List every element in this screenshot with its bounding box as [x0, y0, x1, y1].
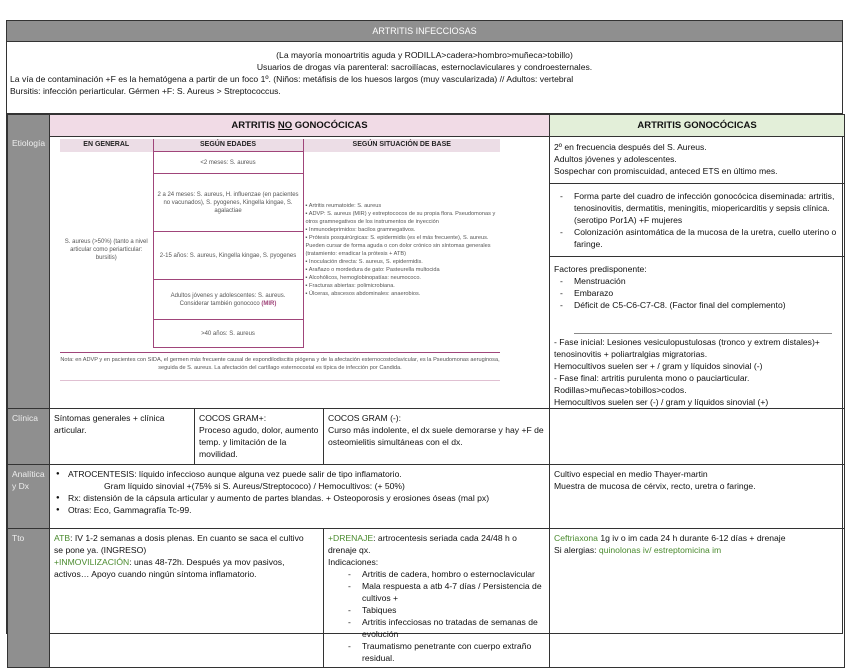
analitica-no-gono: ● ATROCENTESIS: líquido infeccioso aunque alguna vez puede salir de tipo inflamatorio. Gram líquido sinovial +(75% si S. Aureus/Streptococo) / Hemocultivos: (+ 50%) ● Rx: distensión de la cápsula articular y aumento de partes blandas. + Osteoporosis y erosiones óseas (mal px) ● Otras: Eco, Gammagrafía Tc-99. [50, 465, 550, 529]
indicaciones-list: - Artritis de cadera, hombro o esternoclavicular - Mala respuesta a atb 4-7 días / Persistencia de cultivos + - Tabiques - Artritis infecciosas no tratadas de semanas de evolución - Traumatismo penetrante con cuerpo extraño residual. [328, 568, 545, 664]
etiologia-no-gono [50, 137, 550, 409]
age-group: 2-15 años: S. aureus, Kingella kingae, S. pyogenes [153, 232, 303, 280]
analitica-gono: Cultivo especial en medio Thayer-martin Muestra de mucosa de cérvix, recto, uretra o faringe. [550, 465, 845, 529]
intro-line: Bursitis: infección periarticular. Gérmen +F: S. Aureus > Streptococcus. [10, 86, 281, 96]
intro-line: Usuarios de drogas vía parenteral: sacroilíacas, esternoclaviculares y condroesternales. [256, 62, 593, 72]
clinica-general: Síntomas generales + clínica articular. [50, 409, 195, 465]
tto-drenaje: +DRENAJE: artrocentesis seriada cada 24/48 h o drenaje qx. Indicaciones: - Artritis de cadera, hombro o esternoclavicular - Mala respuesta a atb 4-7 días / Persistencia de cultivos + - Tabiques - Artritis infecciosas no tratadas de semanas de evolución - Traumatismo penetrante con cuerpo extraño residual. [324, 529, 550, 668]
row-label-etiologia: Etiología [8, 115, 50, 409]
subtable-header: EN GENERAL [60, 139, 153, 152]
base-situation-list: ▪ Artritis reumatoide: S. aureus ▪ ADVP: S. aureus (MIR) y estreptococos de su propia flora. Pseudomonas y otros gramnegativos de los instrumentos de inyección ▪ Inmunodeprimidos: bacilos gramnegativos. ▪ Prótesis posquirúrgicas: S. epidermidis (es el más frecuente), S. aureus. Pueden cursar de forma aguda o con dolor crónico sin síntomas generales (tratamiento: erradicar la prótesis + ATB) ▪ Inoculación directa: S. aureus, S. epidermidis. ▪ Arañazo o mordedura de gato: Pasteurella multocida ▪ Alcohólicos, hemoglobinopatías: neumococo. ▪ Fracturas abiertas: polimicrobiana. ▪ Úlceras, abscesos abdominales: anaerobios. [303, 152, 500, 348]
etio-general: S. aureus (>50%) (tanto a nivel articular como periarticular: bursitis) [64, 238, 148, 261]
page-title: ARTRITIS INFECCIOSAS [7, 21, 842, 42]
etiology-note: Nota: en ADVP y en pacientes con SIDA, el germen más frecuente causal de espondilodiscitis piógena y de la afectación esternocostoclavicular, es la Pseudomonas aeruginosa, seguida de S. aureus. La afectación del cartílago esternocostal es típica de infección por Candida. [60, 352, 500, 381]
row-label-clinica: Clínica [8, 409, 50, 465]
subtable-header: SEGÚN SITUACIÓN DE BASE [303, 139, 500, 152]
age-group: <2 meses: S. aureus [153, 152, 303, 174]
gono-intro-line: 2º en frecuencia después del S. Aureus. [554, 142, 707, 152]
factors-list: - Menstruación - Embarazo - Déficit de C5-C6-C7-C8. (Factor final del complemento) [554, 275, 840, 333]
document-frame [6, 20, 843, 663]
gono-intro-line: Adultos jóvenes y adolescentes. [554, 154, 677, 164]
clinica-gram-pos: COCOS GRAM+: Proceso agudo, dolor, aumento temp. y limitación de la movilidad. [195, 409, 324, 465]
row-label-analitica: Analítica y Dx [8, 465, 50, 529]
factors-title: Factores predisponente: [554, 264, 647, 274]
header-no-gonococicas: ARTRITIS NO GONOCÓCICAS [50, 115, 550, 137]
main-table [7, 114, 845, 668]
gono-forms-list: - Forma parte del cuadro de infección gonocócica diseminada: artritis, tenosinovitis, dermatitis, meningitis, miopericarditis y sepsis clínica. (serotipo Por1A) +F mujeres - Colonización asintomática de la mucosa de la uretra, cuello uterino o faringe. [554, 184, 840, 256]
analitica-sub: Gram líquido sinovial +(75% si S. Aureus/Streptococo) / Hemocultivos: (+ 50%) [104, 481, 405, 491]
header-gonococicas: ARTRITIS GONOCÓCICAS [550, 115, 845, 137]
tto-gono: Ceftriaxona 1g iv o im cada 24 h durante 6-12 días + drenaje Si alergias: quinolonas iv/ estreptomicina im [550, 529, 845, 668]
intro-section [7, 42, 842, 114]
tto-atb: ATB: IV 1-2 semanas a dosis plenas. En cuanto se saca el cultivo se pone ya. (INGRESO) +INMOVILIZACIÓN: unas 48-72h. Después ya mov pasivos, activos… Apoyo cuando ningún síntoma inflamatorio. [50, 529, 324, 668]
intro-line: La vía de contaminación +F es la hematógena a partir de un foco 1º. (Niños: metáfisis de los huesos largos (muy vascularizada) // Adultos: vertebral [10, 74, 574, 84]
age-group: Adultos jóvenes y adolescentes: S. aureus. Considerar también gonococo (MIR) [153, 280, 303, 320]
age-group: >40 años: S. aureus [153, 320, 303, 348]
phases: - Fase inicial: Lesiones vesiculopustulosas (tronco y extrem distales)+ tenosinovitis + poliartralgias migratorias. Hemocultivos suelen ser + / gram y líquidos sinovial (-) - Fase final: artritis purulenta mono o pauciarticular. Rodillas>muñecas>tobillos>codos. Hemocultivos suelen ser (-) / gram y líquidos sinovial (+) [554, 337, 820, 407]
etiologia-gono [550, 137, 845, 409]
gono-intro-line: Sospechar con promiscuidad, anteced ETS en último mes. [554, 166, 778, 176]
etiology-subtable [60, 139, 500, 348]
age-group: 2 a 24 meses: S. aureus, H. influenzae (en pacientes no vacunados), S. pyogenes, Kingella kingae, S. agalactiae [153, 174, 303, 232]
intro-line: (La mayoría monoartritis aguda y RODILLA>cadera>hombro>muñeca>tobillo) [276, 50, 573, 60]
clinica-gram-neg: COCOS GRAM (-): Curso más indolente, el dx suele demorarse y hay +F de osteomielitis simultáneas con el dx. [324, 409, 550, 465]
clinica-gono [550, 409, 845, 465]
row-label-tto: Tto [8, 529, 50, 668]
subtable-header: SEGÚN EDADES [153, 139, 303, 152]
